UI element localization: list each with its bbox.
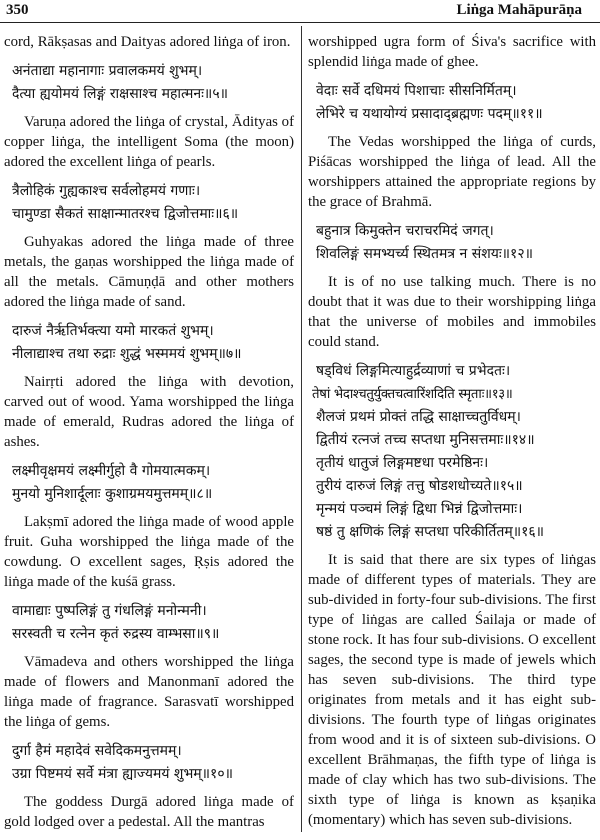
translation-paragraph: cord, Rākṣasas and Daityas adored liṅga of iron.: [4, 34, 291, 50]
sanskrit-verse-line: नीलाद्याश्च तथा रुद्राः शुद्धं भस्ममयं शुभम्॥७॥: [12, 346, 242, 362]
sanskrit-verse-line: मृन्मयं पञ्चमं लिङ्गं द्विधा भिन्नं द्विजोत्तमाः।: [316, 501, 523, 517]
translation-paragraph: Nairṛti adored the liṅga with devotion, carved out of wood. Yama worshipped the liṅga made of emerald, Rudras adored the liṅga of ashes.: [4, 374, 294, 450]
sanskrit-verse-line: शैलजं प्रथमं प्रोक्तं तद्धि साक्षाच्चतुर्विधम्।: [316, 409, 521, 425]
translation-paragraph: It is of no use talking much. There is no doubt that it was due to their worshipping liṅga that the universe of mobiles and immobiles could stand.: [308, 274, 596, 350]
left-column: [4, 32, 294, 840]
sanskrit-verse-line: द्वितीयं रत्नजं तच्च सप्तधा मुनिसत्तमाः॥१४॥: [316, 432, 535, 448]
sanskrit-verse-line: मुनयो मुनिशार्दूलाः कुशाग्रमयमुत्तमम्॥८॥: [12, 486, 213, 502]
sanskrit-verse-line: लक्ष्मीवृक्षमयं लक्ष्मीर्गुहो वै गोमयात्मकम्।: [12, 463, 211, 479]
translation-paragraph: The goddess Durgā adored liṅga made of gold lodged over a pedestal. All the mantras: [4, 794, 294, 830]
sanskrit-verse-line: तृतीयं धातुजं लिङ्गमष्टधा परमेष्ठिनः।: [316, 455, 489, 471]
translation-paragraph: It is said that there are six types of liṅgas made of different types of materials. They are sub-divided in forty-four sub-divisions. The first type of liṅgas are called Śailaja or made of stone rock. It has four sub-divisions. O excellent sages, the second type is made of jewels which has seven sub-divisions. The third type originates from metals and it has eight sub-divisions. The fourth type of liṅgas originates from wood and it is of sixteen sub-divisions. O excellent Brāhmaṇas, the fifth type of liṅga is made of clay which has two sub-divisions. The sixth type of liṅga is known as kṣaṇika (momentary) which has seven sub-divisions.: [308, 552, 596, 828]
sanskrit-verse-line: त्रैलोहिकं गुह्यकाश्च सर्वलोहमयं गणाः।: [12, 183, 201, 199]
sanskrit-verse-line: अनंताद्या महानागाः प्रवालकमयं शुभम्।: [12, 63, 203, 79]
sanskrit-verse-line: तुरीयं दारुजं लिङ्गं तत्तु षोडशधोच्यते॥१५॥: [316, 478, 523, 494]
sanskrit-verse-line: शिवलिङ्गं समभ्यर्च्य स्थितमत्र न संशयः॥१२॥: [316, 246, 534, 262]
sanskrit-verse-line: दैत्या ह्ययोमयं लिङ्गं राक्षसाश्च महात्मनः॥५॥: [12, 86, 228, 102]
sanskrit-verse-line: वामाद्याः पुष्पलिङ्गं तु गंधलिङ्गं मनोन्मनी।: [12, 603, 207, 619]
translation-paragraph: The Vedas worshipped the liṅga of curds, Piśācas worshipped the liṅga of lead. All the worshippers attained the appropriate regions by the grace of Brahmā.: [308, 134, 596, 210]
translation-paragraph: Varuṇa adored the liṅga of crystal, Ādityas of copper liṅga, the intelligent Soma (the moon) adored the excellent liṅga of pearls.: [4, 114, 294, 170]
sanskrit-verse-line: दारुजं नैर्ऋतिर्भक्त्या यमो मारकतं शुभम्।: [12, 323, 214, 339]
sanskrit-verse-line: दुर्गा हैमं महादेवं सवेदिकमनुत्तमम्।: [12, 743, 182, 759]
sanskrit-verse-line: उग्रा पिष्टमयं सर्वे मंत्रा ह्याज्यमयं शुभम्॥१०॥: [12, 766, 233, 782]
header-rule: [0, 22, 600, 23]
page-number: 350: [6, 2, 29, 18]
translation-paragraph: Lakṣmī adored the liṅga made of wood apple fruit. Guha worshipped the liṅga made of the cowdung. O excellent sages, Ṛṣis adored the liṅga made of the kuśā grass.: [4, 514, 294, 590]
sanskrit-verse-line: चामुण्डा सैकतं साक्षान्मातरश्च द्विजोत्तमाः॥६॥: [12, 206, 239, 222]
page-header: [0, 0, 600, 22]
sanskrit-verse-line: वेदाः सर्वे दधिमयं पिशाचाः सीसनिर्मितम्।: [316, 83, 517, 99]
translation-paragraph: Guhyakas adored the liṅga made of three metals, the gaṇas worshipped the liṅga made of all the metals. Cāmuṇḍā and other mothers adored the liṅga made of sand.: [4, 234, 294, 310]
sanskrit-verse-line: षष्ठं तु क्षणिकं लिङ्गं सप्तधा परिकीर्तितम्॥१६॥: [316, 524, 545, 540]
column-divider: [301, 26, 302, 832]
translation-paragraph: worshipped ugra form of Śiva's sacrifice with splendid liṅga made of ghee.: [308, 34, 596, 70]
sanskrit-verse-line: बहुनात्र किमुक्तेन चराचरमिदं जगत्।: [316, 223, 494, 239]
sanskrit-verse-line: षड्विधं लिङ्गमित्याहुर्द्रव्याणां च प्रभेदतः।: [316, 363, 511, 379]
sanskrit-verse-line: लेभिरे च यथायोग्यं प्रसादाद्ब्रह्मणः पदम्॥११॥: [316, 106, 543, 122]
translation-paragraph: Vāmadeva and others worshipped the liṅga made of flowers and Manonmanī adored the liṅga made of fragrance. Sarasvatī worshipped the liṅga of gems.: [4, 654, 294, 730]
sanskrit-verse-line: सरस्वती च रत्नेन कृतं रुद्रस्य वाम्भसा॥९॥: [12, 626, 220, 642]
sanskrit-verse-line: तेषां भेदाश्चतुर्युक्तचत्वारिंशदिति स्मृताः॥१३॥: [312, 387, 513, 402]
running-title: Liṅga Mahāpurāṇa: [456, 2, 582, 18]
right-column: [308, 32, 596, 838]
